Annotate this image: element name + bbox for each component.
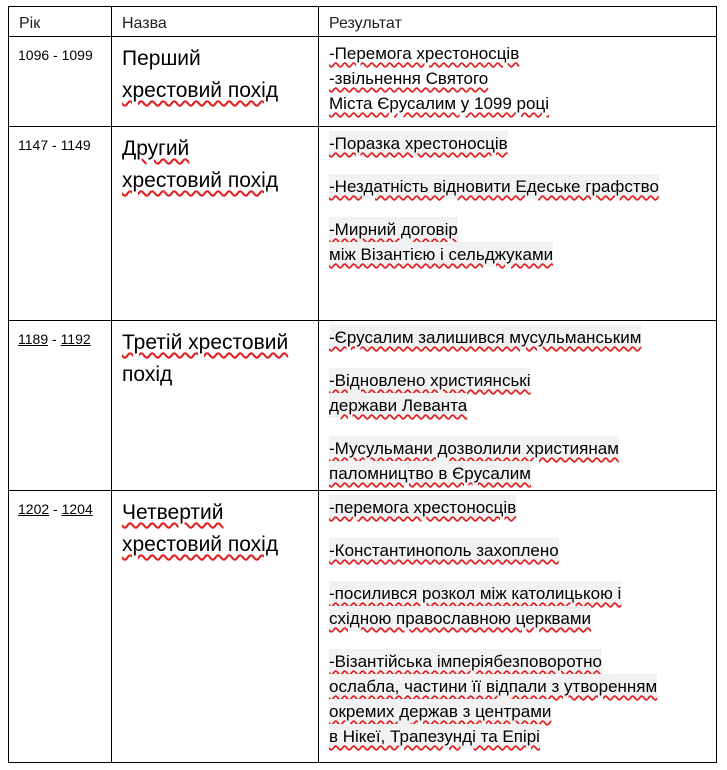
header-year: Рік [9,7,112,37]
year-end: 1099 [61,47,93,63]
result-line: -Перемога хрестоносців [329,44,520,63]
year-start: 1202 [18,501,50,517]
name-line-2: хрестовий похід [122,79,279,102]
year-end: 1149 [60,137,91,153]
result-cell [319,321,717,491]
result-cell [319,491,717,763]
header-result: Результат [319,7,717,37]
year-start: 1147 [18,137,49,153]
result-line: ослабла, частини її відпали з утворенням [329,674,657,699]
result-line: держави Леванта [329,393,467,418]
name-line-1: Четвертий [122,501,224,524]
result-line: -Поразка хрестоносців [329,131,508,156]
name-cell [112,491,319,763]
result-line: -Єрусалим залишився мусульманським [329,325,641,350]
result-line: -Константинополь захоплено [329,538,559,563]
year-cell [9,491,112,763]
result-line: в Нікеї, Трапезунді та Епірі [329,724,540,749]
name-line-2: хрестовий похід [122,533,279,556]
result-line: паломництво в Єрусалим [329,461,531,486]
year-sep: - [48,331,61,347]
table-row [9,37,717,127]
result-cell [319,127,717,321]
name-cell [112,37,319,127]
table-row [9,127,717,321]
year-end: 1204 [61,501,93,517]
year-cell [9,321,112,491]
result-line: -посилився розкол між католицькою і [329,581,621,606]
name-line-2: похід [122,363,173,386]
result-line: -Відновлено християнські [329,368,531,393]
result-line: -Мусульмани дозволили християнам [329,436,619,461]
result-line: -перемога хрестоносців [329,495,516,520]
year-sep: - [49,47,62,63]
name-line-1: Перший [122,47,201,70]
year-sep: - [48,137,61,153]
year-cell [9,37,112,127]
result-cell [319,37,717,127]
year-cell [9,127,112,321]
result-line: -звільнення Святого [329,69,489,88]
name-line-1: Третій хрестовий [122,331,289,354]
table-row [9,491,717,763]
header-row [9,7,717,37]
name-line-2: хрестовий похід [122,169,279,192]
name-line-1: Другий [122,137,190,160]
header-name: Назва [112,7,319,37]
result-line: східною православною церквами [329,606,591,631]
crusades-table [8,6,717,763]
year-start: 1189 [18,331,49,347]
year-sep: - [49,501,62,517]
result-line: Міста Єрусалим у 1099 році [329,94,549,113]
year-end: 1192 [60,331,91,347]
table-row [9,321,717,491]
year-start: 1096 [18,47,50,63]
name-cell [112,321,319,491]
result-line: -Візантійська імперіябезповоротно [329,649,602,674]
result-line: окремих держав з центрами [329,699,551,724]
result-line: -Нездатність відновити Едеське графство [329,174,659,199]
result-line: між Візантією і сельджуками [329,242,553,267]
result-line: -Мирний договір [329,217,458,242]
name-cell [112,127,319,321]
